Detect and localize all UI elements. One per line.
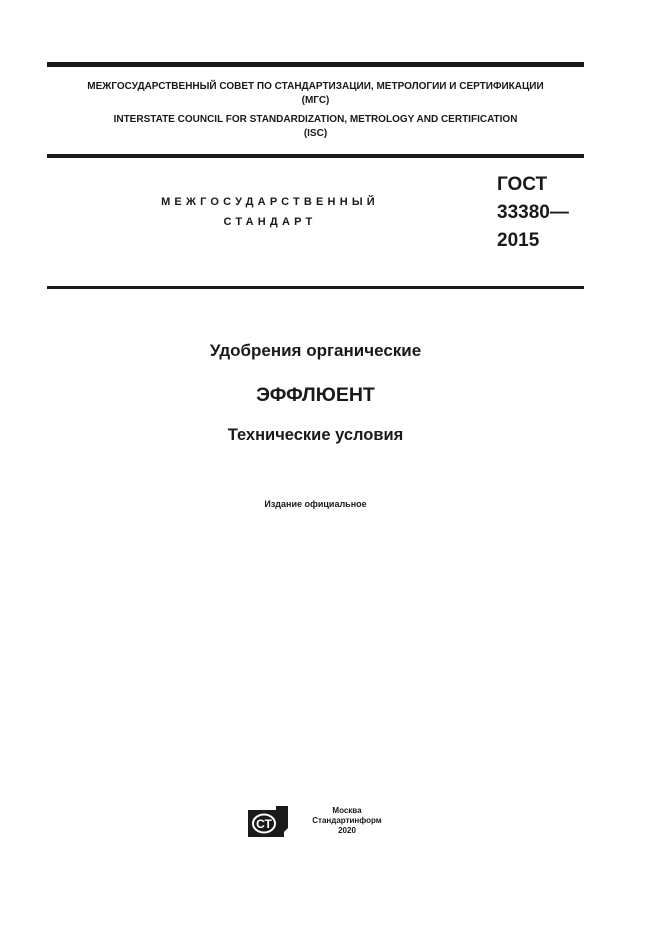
document-subtitle: Технические условия xyxy=(227,426,404,444)
middle-rule xyxy=(47,154,584,158)
council-name-en: INTERSTATE COUNCIL FOR STANDARDIZATION, METROLOGY AND CERTIFICATION xyxy=(113,114,518,125)
gost-year: 2015 xyxy=(497,230,540,251)
council-header xyxy=(47,80,584,141)
bottom-rule xyxy=(47,286,584,289)
standartinform-logo-icon xyxy=(248,806,288,838)
standard-kind-line2: СТАНДАРТ xyxy=(223,216,317,228)
imprint xyxy=(312,806,382,836)
gost-designation xyxy=(497,171,569,255)
gost-number: 33380— xyxy=(497,202,569,223)
council-abbr-en: (ISC) xyxy=(303,128,328,139)
product-name: ЭФФЛЮЕНТ xyxy=(256,384,375,406)
document-title: Удобрения органические xyxy=(209,341,422,360)
imprint-publisher: Стандартинформ xyxy=(312,816,382,825)
council-abbr-ru: (МГС) xyxy=(301,95,330,106)
imprint-city: Москва xyxy=(332,806,362,815)
edition-note: Издание официальное xyxy=(264,499,367,509)
logo-text: СТ xyxy=(256,817,272,831)
council-name-ru: МЕЖГОСУДАРСТВЕННЫЙ СОВЕТ ПО СТАНДАРТИЗАЦИИ, МЕТРОЛОГИИ И СЕРТИФИКАЦИИ xyxy=(87,81,544,92)
standard-kind xyxy=(100,192,440,232)
standard-kind-line1: МЕЖГОСУДАРСТВЕННЫЙ xyxy=(161,196,379,208)
imprint-year: 2020 xyxy=(338,826,356,835)
top-rule xyxy=(47,62,584,67)
gost-label: ГОСТ xyxy=(497,174,548,195)
